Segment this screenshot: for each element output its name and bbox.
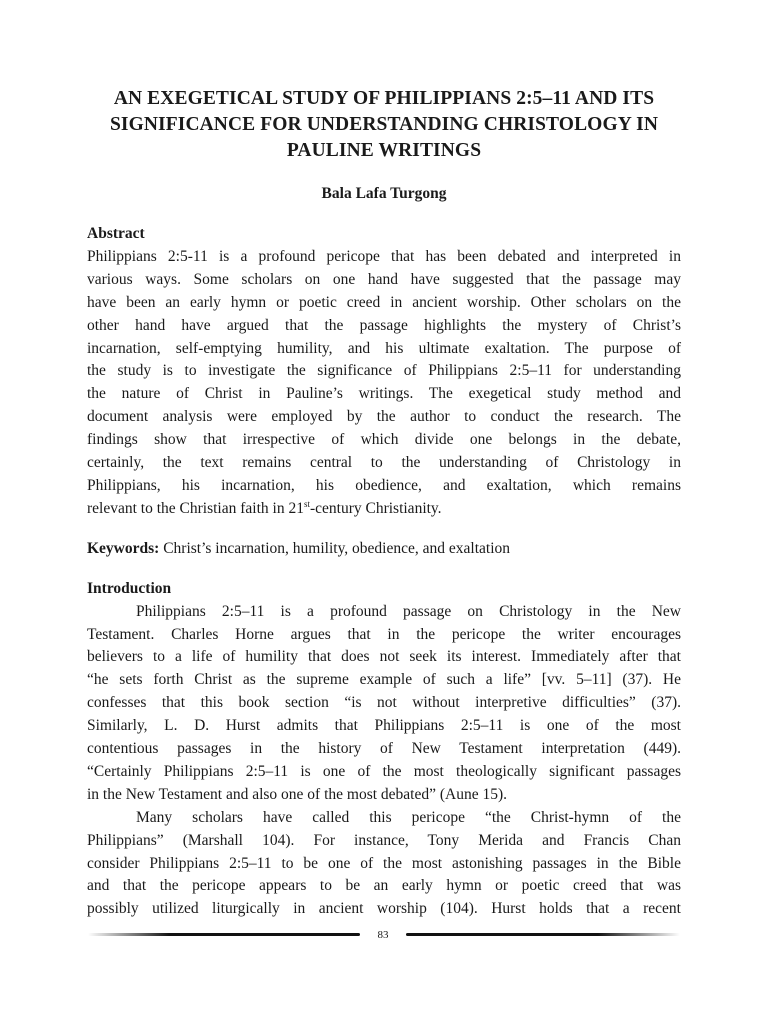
introduction-paragraph-1 (87, 601, 681, 807)
intro-line: Philippians 2:5–11 is a profound passage on Christology in the New (136, 602, 681, 620)
intro-line: confesses that this book section “is not without interpretive difficulties” (37). (87, 694, 681, 712)
introduction-heading: Introduction (87, 579, 172, 597)
intro-line: “he sets forth Christ as the supreme example of such a life” [vv. 5–11] (37). He (87, 671, 681, 689)
keywords-label: Keywords: (87, 539, 160, 557)
title-line: PAULINE WRITINGS (286, 140, 482, 161)
intro-line: and that the pericope appears to be an early hymn or poetic creed that was (87, 877, 681, 895)
abstract-line: have been an early hymn or poetic creed in ancient worship. Other scholars on the (87, 293, 681, 311)
ordinal-superscript: st (303, 498, 310, 509)
introduction-paragraph-2 (87, 807, 681, 922)
intro-line: consider Philippians 2:5–11 to be one of the most astonishing passages in the Bible (87, 854, 681, 872)
intro-line: believers to a life of humility that does not seek its interest. Immediately after that (87, 648, 681, 666)
abstract-line: various ways. Some scholars on one hand have suggested that the passage may (87, 270, 681, 288)
abstract-last-line-tail: -century Christianity. (309, 499, 442, 517)
abstract-line: Philippians 2:5-11 is a profound pericope that has been debated and interpreted in (87, 247, 681, 265)
author-name: Bala Lafa Turgong (321, 185, 447, 202)
paper-title (87, 86, 681, 164)
intro-line: possibly utilized liturgically in ancient worship (104). Hurst holds that a recent (87, 900, 681, 918)
page-number: 83 (377, 929, 389, 941)
abstract-last-line (87, 498, 681, 521)
keywords-text: Christ’s incarnation, humility, obedience, and exaltation (159, 539, 511, 557)
intro-line: in the New Testament and also one of the most debated” (Aune 15). (87, 785, 508, 803)
intro-line: Philippians” (Marshall 104). For instance, Tony Merida and Francis Chan (87, 831, 681, 849)
abstract-line: the nature of Christ in Pauline’s writings. The exegetical study method and (87, 385, 681, 403)
intro-line: Similarly, L. D. Hurst admits that Philippians 2:5–11 is one of the most (87, 717, 681, 735)
abstract-line: incarnation, self-emptying humility, and his ultimate exaltation. The purpose of (87, 339, 681, 357)
page-body (87, 86, 681, 921)
abstract-line: Philippians, his incarnation, his obedience, and exaltation, which remains (87, 476, 681, 494)
intro-line: Testament. Charles Horne argues that in the pericope the writer encourages (87, 625, 681, 643)
abstract-paragraph (87, 246, 681, 521)
abstract-line: findings show that irrespective of which divide one belongs in the debate, (87, 431, 681, 449)
intro-line: “Certainly Philippians 2:5–11 is one of the most theologically significant passages (87, 762, 681, 780)
intro-line: Many scholars have called this pericope “the Christ-hymn of the (136, 808, 681, 826)
title-line: AN EXEGETICAL STUDY OF PHILIPPIANS 2:5–11 AND ITS (113, 88, 655, 109)
footer-rule-left (88, 933, 360, 936)
abstract-line: the study is to investigate the significance of Philippians 2:5–11 for understanding (87, 362, 681, 380)
page-footer (88, 926, 680, 944)
abstract-heading: Abstract (87, 225, 145, 242)
keywords-line (87, 538, 681, 561)
abstract-line: other hand have argued that the passage highlights the mystery of Christ’s (87, 316, 681, 334)
intro-line: contentious passages in the history of New Testament interpretation (449). (87, 740, 681, 758)
footer-rule-right (406, 933, 680, 936)
title-line: SIGNIFICANCE FOR UNDERSTANDING CHRISTOLOGY IN (109, 114, 659, 135)
abstract-line: certainly, the text remains central to the understanding of Christology in (87, 454, 681, 472)
abstract-line: document analysis were employed by the author to conduct the research. The (87, 408, 681, 426)
abstract-last-line-text: relevant to the Christian faith in 21 (87, 499, 304, 517)
